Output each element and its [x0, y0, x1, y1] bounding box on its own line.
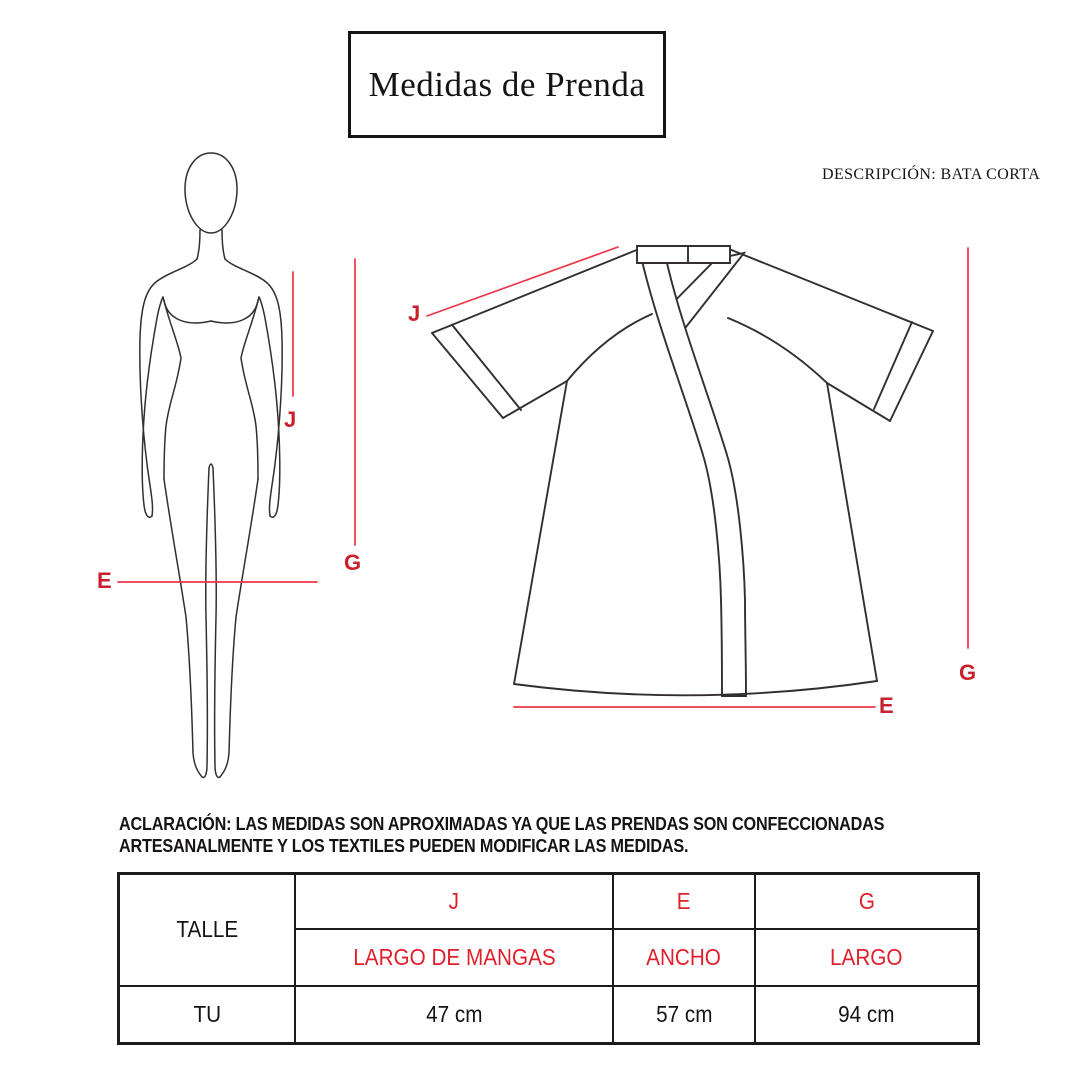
sleeve-right-top [729, 249, 933, 331]
disclaimer-line-1: ACLARACIÓN: LAS MEDIDAS SON APROXIMADAS YA QUE LAS PRENDAS SON CONFECCIONADAS [119, 814, 885, 834]
side-seam-left [514, 381, 567, 684]
table-header-code-e [613, 874, 755, 929]
table-header-name-g [755, 929, 979, 986]
table-header-name-j [295, 929, 613, 986]
sleeve-right-cuff-outer [890, 331, 933, 421]
value-cell-e [613, 986, 755, 1044]
garment-drawing [432, 246, 933, 696]
hem-curve [514, 681, 877, 695]
name-ancho: ANCHO [646, 943, 722, 970]
yoke-curve-right [728, 318, 827, 383]
disclaimer-line-2: ARTESANALMENTE Y LOS TEXTILES PUEDEN MODIFICAR LAS MEDIDAS. [119, 835, 689, 856]
code-g: G [858, 887, 875, 914]
size-value: TU [193, 1000, 221, 1027]
name-largo: LARGO [830, 943, 903, 970]
measure-label-e-figure: E [97, 568, 112, 593]
sleeve-right-bottom [827, 383, 890, 421]
table-header-size [119, 874, 296, 986]
yoke-curve-left [567, 314, 652, 381]
measure-label-g-garment: G [959, 660, 977, 685]
value-cell-g [755, 986, 979, 1044]
side-seam-right [827, 383, 877, 681]
measure-label-j-figure: J [284, 407, 297, 432]
value-e: 57 cm [655, 1000, 713, 1027]
sleeve-right-cuff-inner [874, 322, 912, 409]
measurement-lines [118, 247, 968, 707]
measure-label-j-garment: J [408, 301, 421, 326]
disclaimer-text [119, 814, 884, 858]
name-largo-de-mangas: LARGO DE MANGAS [352, 943, 556, 970]
table-header-code-g [755, 874, 979, 929]
description-label: DESCRIPCIÓN: BATA CORTA [822, 166, 1041, 183]
measure-label-e-garment: E [879, 693, 894, 718]
size-value-cell [119, 986, 296, 1044]
measure-line-j-garment [427, 247, 618, 316]
value-j: 47 cm [425, 1000, 483, 1027]
page-title: Medidas de Prenda [368, 64, 646, 104]
value-cell-j [295, 986, 613, 1044]
measure-label-g-figure: G [344, 550, 362, 575]
code-e: E [677, 887, 691, 914]
title-box [348, 31, 666, 138]
size-header-label: TALLE [176, 916, 238, 943]
table-header-code-j [295, 874, 613, 929]
female-figure-outline [140, 153, 282, 777]
value-g: 94 cm [838, 1000, 895, 1027]
table-header-name-e [613, 929, 755, 986]
table-row [119, 986, 979, 1044]
sleeve-left-top [432, 249, 639, 333]
code-j: J [448, 887, 460, 914]
measurements-table [117, 872, 980, 1045]
back-neck-panel [637, 246, 730, 263]
